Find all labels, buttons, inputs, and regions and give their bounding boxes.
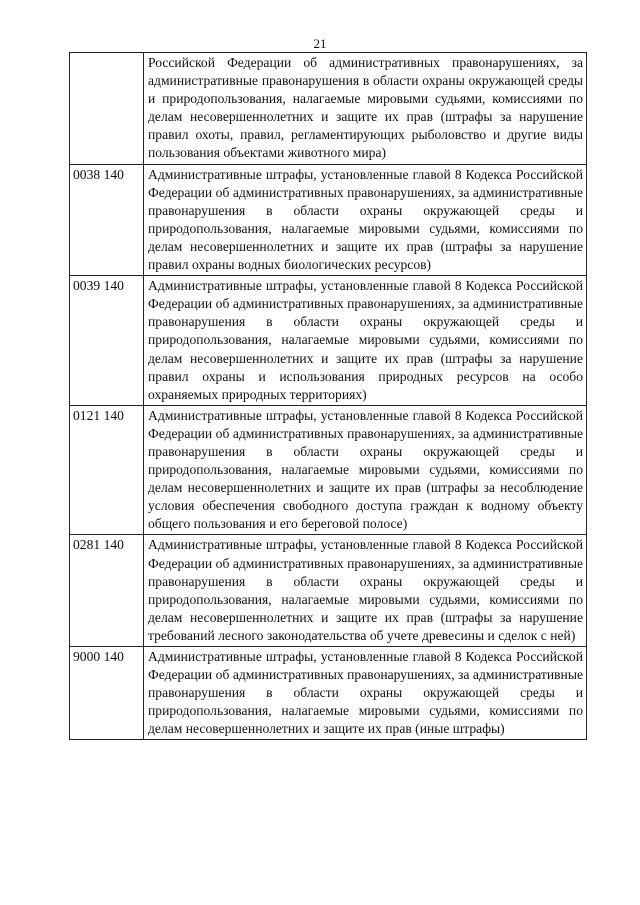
description-cell: Административные штрафы, установленные главой 8 Кодекса Российской Федерации об административных правонарушениях, за административные правонарушения в области охраны окружающей среды и природопользования, налагаемые мировыми судьями, комиссиями по делам несовершеннолетних и защите их прав (иные штрафы)	[144, 647, 587, 740]
code-cell: 0281 140	[70, 535, 144, 647]
description-cell: Административные штрафы, установленные главой 8 Кодекса Российской Федерации об административных правонарушениях, за административные правонарушения в области охраны окружающей среды и природопользования, налагаемые мировыми судьями, комиссиями по делам несовершеннолетних и защите их прав (штрафы за нарушение правил охраны и использования природных ресурсов на особо охраняемых природных территориях)	[144, 276, 587, 406]
description-cell: Административные штрафы, установленные главой 8 Кодекса Российской Федерации об административных правонарушениях, за административные правонарушения в области охраны окружающей среды и природопользования, налагаемые мировыми судьями, комиссиями по делам несовершеннолетних и защите их прав (штрафы за нарушение правил охраны водных биологических ресурсов)	[144, 164, 587, 276]
table-row	[70, 647, 587, 740]
code-cell	[70, 53, 144, 165]
code-cell: 0038 140	[70, 164, 144, 276]
table-row	[70, 53, 587, 165]
description-cell: Административные штрафы, установленные главой 8 Кодекса Российской Федерации об административных правонарушениях, за административные правонарушения в области охраны окружающей среды и природопользования, налагаемые мировыми судьями, комиссиями по делам несовершеннолетних и защите их прав (штрафы за несоблюдение условия обеспечения свободного доступа граждан к водному объекту общего пользования и его береговой полосе)	[144, 405, 587, 535]
fines-code-table	[69, 52, 587, 740]
page-number: 21	[313, 36, 327, 51]
code-cell: 0039 140	[70, 276, 144, 406]
description-cell: Российской Федерации об административных правонарушениях, за административные правонарушения в области охраны окружающей среды и природопользования, налагаемые мировыми судьями, комиссиями по делам несовершеннолетних и защите их прав (штрафы за нарушение правил охоты, правил, регламентирующих рыболовство и другие виды пользования объектами животного мира)	[144, 53, 587, 165]
table-row	[70, 164, 587, 276]
code-cell: 0121 140	[70, 405, 144, 535]
code-cell: 9000 140	[70, 647, 144, 740]
description-cell: Административные штрафы, установленные главой 8 Кодекса Российской Федерации об административных правонарушениях, за административные правонарушения в области охраны окружающей среды и природопользования, налагаемые мировыми судьями, комиссиями по делам несовершеннолетних и защите их прав (штрафы за нарушение требований лесного законодательства об учете древесины и сделок с ней)	[144, 535, 587, 647]
table-row	[70, 276, 587, 406]
table-row	[70, 535, 587, 647]
table-row	[70, 405, 587, 535]
